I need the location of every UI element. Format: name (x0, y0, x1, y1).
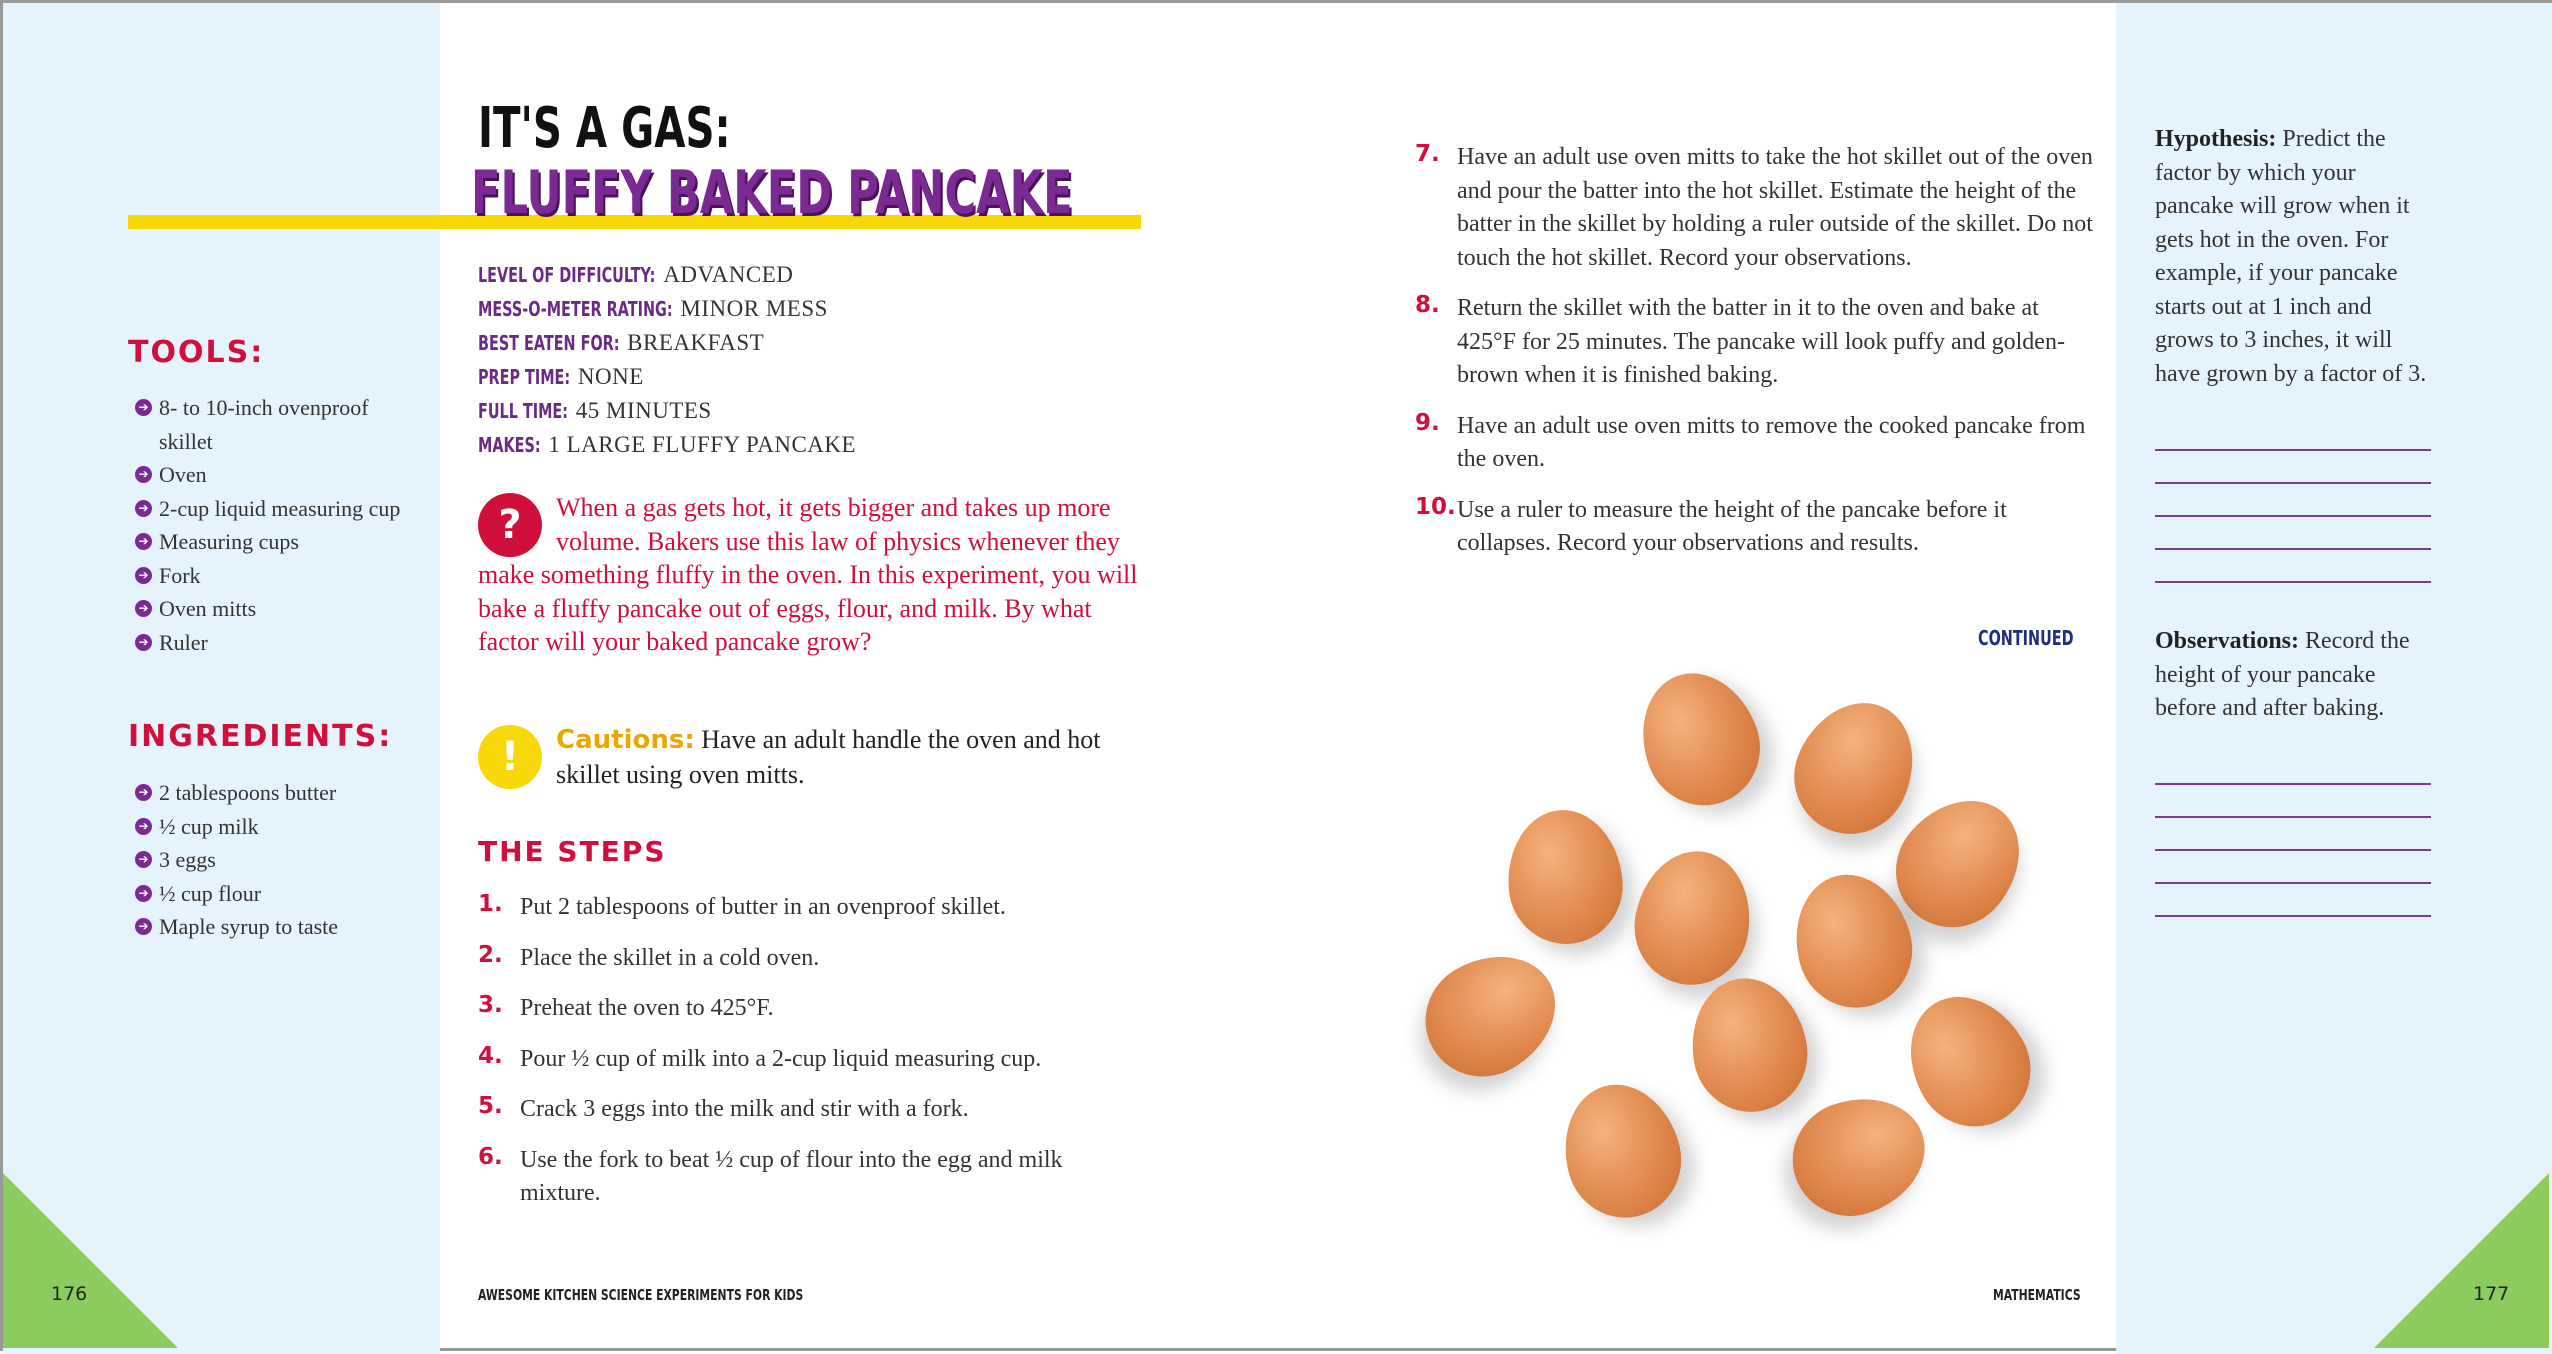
arrow-bullet-icon: ➔ (135, 851, 152, 868)
answer-line[interactable] (2155, 548, 2431, 550)
step-item: 4. Pour ½ cup of milk into a 2-cup liquid measuring cup. (478, 1042, 1042, 1072)
list-item: ➔ ½ cup flour (135, 877, 425, 911)
ingredients-list (135, 776, 425, 944)
answer-line[interactable] (2155, 482, 2431, 484)
step-item: 1. Put 2 tablespoons of butter in an ovenproof skillet. (478, 891, 1006, 920)
meta-label: PREP TIME: (478, 365, 571, 389)
recipe-meta (478, 258, 856, 462)
meta-label: MESS-O-METER RATING: (478, 297, 673, 321)
book-title-footer: AWESOME KITCHEN SCIENCE EXPERIMENTS FOR KIDS (478, 1286, 804, 1304)
arrow-bullet-icon: ➔ (135, 399, 152, 416)
list-item: ➔ Fork (135, 559, 425, 593)
intro-paragraph (478, 491, 1138, 659)
egg (1502, 805, 1627, 948)
step-item: 5. Crack 3 eggs into the milk and stir with a fork. (478, 1093, 969, 1122)
meta-row (478, 394, 856, 428)
step-item: 7. Have an adult use oven mitts to take the hot skillet out of the oven and pour the batter into the hot skillet. Estimate the height of the batter in the skillet by holding a ruler outside of the skillet. Do not touch the hot skillet. Record your observations. (1415, 141, 2093, 271)
answer-line[interactable] (2155, 849, 2431, 851)
arrow-bullet-icon: ➔ (135, 818, 152, 835)
arrow-bullet-icon: ➔ (135, 918, 152, 935)
meta-value: ADVANCED (663, 262, 794, 287)
step-item: 3. Preheat the oven to 425°F. (478, 992, 774, 1021)
egg (1404, 932, 1577, 1098)
step-item: 2. Place the skillet in a cold oven. (478, 941, 820, 971)
observations-text: Record the height of your pancake before and after baking. (2155, 628, 2410, 721)
meta-label: LEVEL OF DIFFICULTY: (478, 263, 656, 287)
caution-text: Have an adult handle the oven and hot skillet using oven mitts. (556, 725, 1101, 789)
arrow-bullet-icon: ➔ (135, 600, 152, 617)
meta-label: FULL TIME: (478, 399, 568, 423)
hypothesis-label: Hypothesis: (2155, 126, 2277, 152)
question-icon: ? (478, 493, 542, 557)
meta-row (478, 326, 856, 360)
left-sidebar (3, 3, 440, 1354)
egg (1681, 969, 1817, 1121)
list-item: ➔ Measuring cups (135, 525, 425, 559)
meta-value: NONE (577, 364, 644, 389)
egg (1624, 657, 1777, 822)
title-line1: IT'S A GAS: (478, 96, 731, 161)
list-item: ➔ Oven (135, 458, 425, 492)
step-item: 9. Have an adult use oven mitts to remove the cooked pancake from the oven. (1415, 409, 2086, 472)
list-item: ➔ ½ cup milk (135, 810, 425, 844)
arrow-bullet-icon: ➔ (135, 533, 152, 550)
step-item: 8. Return the skillet with the batter in it to the oven and bake at 425°F for 25 minutes. The pancake will look puffy and golden-brown when it is finished baking. (1415, 292, 2065, 388)
egg (1777, 1080, 1942, 1233)
meta-row (478, 292, 856, 326)
step-item: 10. Use a ruler to measure the height of the pancake before it collapses. Record your observations and results. (1415, 493, 2007, 556)
answer-line[interactable] (2155, 783, 2431, 785)
continued-label: CONTINUED (1978, 626, 2074, 650)
list-item: ➔ Oven mitts (135, 592, 425, 626)
meta-row (478, 258, 856, 292)
steps-list-right (1415, 141, 2095, 578)
list-item: ➔ Maple syrup to taste (135, 910, 425, 944)
meta-row (478, 428, 856, 462)
meta-label: MAKES: (478, 433, 541, 457)
exclamation-icon: ! (478, 725, 542, 789)
meta-value: BREAKFAST (627, 330, 765, 355)
title-line2: FLUFFY BAKED PANCAKE (471, 158, 1073, 228)
tools-heading: TOOLS: (128, 335, 265, 370)
list-item: ➔ 3 eggs (135, 843, 425, 877)
list-item: ➔ 8- to 10-inch ovenproof skillet (135, 391, 425, 458)
meta-value: 1 LARGE FLUFFY PANCAKE (548, 432, 857, 457)
corner-decoration-left (3, 1173, 178, 1348)
caution-note (478, 723, 1138, 791)
answer-line[interactable] (2155, 449, 2431, 451)
section-footer: MATHEMATICS (1993, 1286, 2081, 1304)
hypothesis-text: Predict the factor by which your pancake will grow when it gets hot in the oven. For example, if your pancake starts out at 1 inch and grows to 3 inches, it will have grown by a factor of 3. (2155, 126, 2427, 387)
list-item: ➔ 2-cup liquid measuring cup (135, 492, 425, 526)
arrow-bullet-icon: ➔ (135, 466, 152, 483)
arrow-bullet-icon: ➔ (135, 784, 152, 801)
observations-note (2155, 625, 2435, 726)
caution-label: Cautions: (556, 725, 695, 755)
egg (1625, 842, 1761, 994)
hypothesis-note (2155, 123, 2435, 391)
step-item: 6. Use the fork to beat ½ cup of flour into the egg and milk mixture. (478, 1143, 1063, 1206)
egg (1550, 1072, 1695, 1231)
arrow-bullet-icon: ➔ (135, 500, 152, 517)
arrow-bullet-icon: ➔ (135, 885, 152, 902)
answer-line[interactable] (2155, 515, 2431, 517)
intro-text: When a gas gets hot, it gets bigger and takes up more volume. Bakers use this law of physics whenever they make something fluffy in the oven. In this experiment, you will bake a fluffy pancake out of eggs, flour, and milk. By what factor will your baked pancake grow? (478, 493, 1138, 656)
egg (1775, 683, 1935, 853)
page-number-right: 177 (2473, 1283, 2510, 1305)
steps-heading: THE STEPS (478, 835, 667, 868)
answer-line[interactable] (2155, 915, 2431, 917)
answer-line[interactable] (2155, 882, 2431, 884)
meta-label: BEST EATEN FOR: (478, 331, 620, 355)
meta-row (478, 360, 856, 394)
list-item: ➔ Ruler (135, 626, 425, 660)
steps-list-left (478, 891, 1138, 1228)
meta-value: 45 MINUTES (575, 398, 712, 423)
page-number-left: 176 (51, 1283, 88, 1305)
meta-value: MINOR MESS (680, 296, 828, 321)
ingredients-heading: INGREDIENTS: (128, 719, 393, 754)
list-item: ➔ 2 tablespoons butter (135, 776, 425, 810)
arrow-bullet-icon: ➔ (135, 567, 152, 584)
arrow-bullet-icon: ➔ (135, 634, 152, 651)
tools-list (135, 391, 425, 659)
answer-line[interactable] (2155, 581, 2431, 583)
observations-label: Observations: (2155, 628, 2299, 654)
corner-decoration-right (2374, 1173, 2549, 1348)
answer-line[interactable] (2155, 816, 2431, 818)
